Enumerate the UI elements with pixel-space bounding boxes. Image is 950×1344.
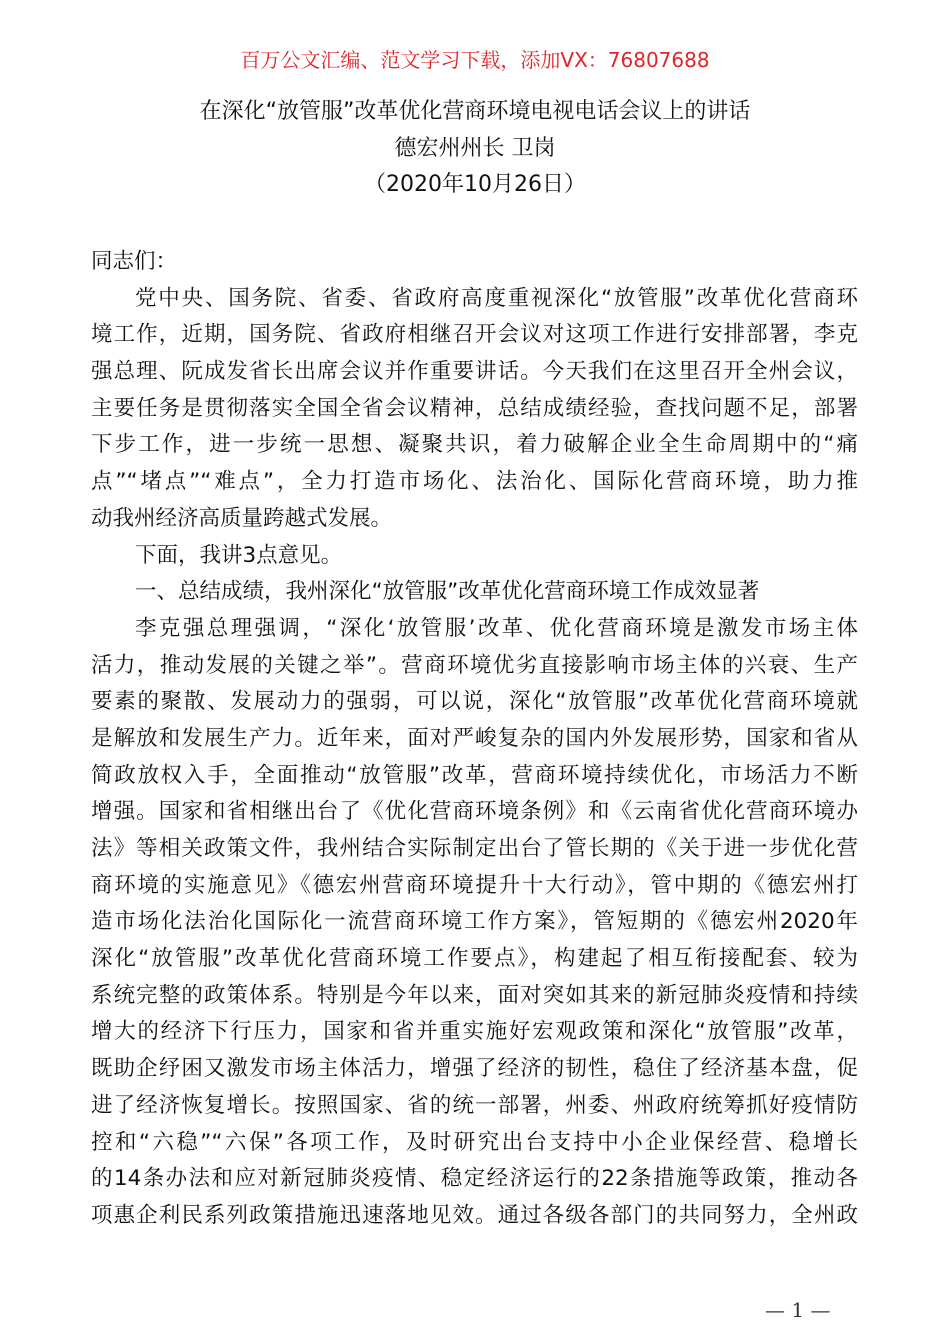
section-heading-1: 一、总结成绩，我州深化“放管服”改革优化营商环境工作成效显著 [135,579,760,605]
text-line: 境工作，近期，国务院、省政府相继召开会议对这项工作进行安排部署，李克 [91,322,858,348]
text-line: 商环境的实施意见》《德宏州营商环境提升十大行动》，管中期的《德宏州打 [91,872,858,898]
text-line: 既助企纾困又激发市场主体活力，增强了经济的韧性，稳住了经济基本盘，促 [91,1056,858,1082]
text-line: 动我州经济高质量跨越式发展。 [91,505,393,531]
text-line: 是解放和发展生产力。近年来，面对严峻复杂的国内外发展形势，国家和省从 [91,725,858,751]
text-line: 要素的聚散、发展动力的强弱，可以说，深化“放管服”改革优化营商环境就 [91,689,858,715]
text-line: 项惠企利民系列政策措施迅速落地见效。通过各级各部门的共同努力，全州政 [91,1202,858,1228]
paragraph-outline: 下面，我讲3点意见。 [135,542,343,568]
text-line: 简政放权入手，全面推动“放管服”改革，营商环境持续优化，市场活力不断 [91,762,858,788]
text-line: 系统完整的政策体系。特别是今年以来，面对突如其来的新冠肺炎疫情和持续 [91,982,858,1008]
watermark-text: 百万公文汇编、范文学习下载，添加VX：76807688 [240,48,710,72]
text-line: 的14条办法和应对新冠肺炎疫情、稳定经济运行的22条措施等政策，推动各 [91,1166,858,1192]
text-line: 主要任务是贯彻落实全国全省会议精神，总结成绩经验，查找问题不足，部署 [91,395,858,421]
text-line: 强总理、阮成发省长出席会议并作重要讲话。今天我们在这里召开全州会议， [91,359,858,385]
paragraph-section-1 [91,611,858,1235]
text-line: 进了经济恢复增长。按照国家、省的统一部署，州委、州政府统筹抓好疫情防 [91,1092,858,1118]
document-body [91,244,858,1235]
text-line: 李克强总理强调，“深化‘放管服’改革、优化营商环境是激发市场主体 [135,615,858,641]
document-title: 在深化“放管服”改革优化营商环境电视电话会议上的讲话 [199,99,751,124]
text-line: 点”“堵点”“难点”，全力打造市场化、法治化、国际化营商环境，助力推 [91,469,858,495]
text-line: 党中央、国务院、省委、省政府高度重视深化“放管服”改革优化营商环 [135,285,858,311]
text-line: 深化“放管服”改革优化营商环境工作要点》，构建起了相互衔接配套、较为 [91,946,858,972]
date-line: （2020年10月26日） [364,172,586,197]
salutation: 同志们： [91,249,178,274]
text-line: 法》等相关政策文件，我州结合实际制定出台了管长期的《关于进一步优化营 [91,836,858,861]
text-line: 增大的经济下行压力，国家和省并重实施好宏观政策和深化“放管服”改革， [91,1019,858,1045]
page-number: — 1 — [765,1298,831,1322]
text-line: 活力，推动发展的关键之举”。营商环境优劣直接影响市场主体的兴衰、生产 [91,652,858,678]
author-line: 德宏州州长 卫岗 [394,136,556,161]
text-line: 下步工作，进一步统一思想、凝聚共识，着力破解企业全生命周期中的“痛 [91,432,858,458]
text-line: 造市场化法治化国际化一流营商环境工作方案》，管短期的《德宏州2020年 [91,909,858,935]
text-line: 控和“六稳”“六保”各项工作，及时研究出台支持中小企业保经营、稳增长 [91,1129,858,1155]
paragraph-intro [91,281,858,538]
text-line: 增强。国家和省相继出台了《优化营商环境条例》和《云南省优化营商环境办 [91,799,858,825]
